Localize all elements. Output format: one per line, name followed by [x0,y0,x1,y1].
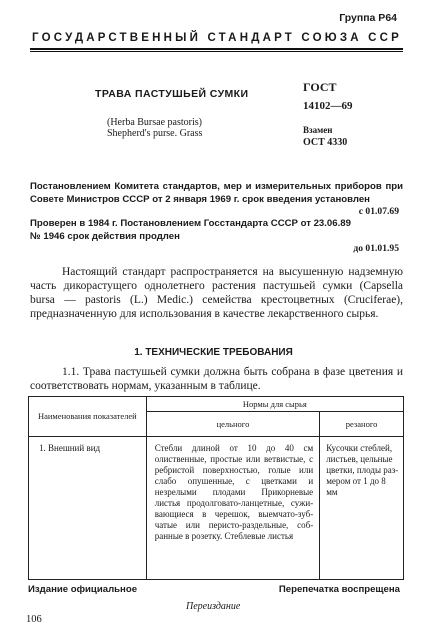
official-edition: Издание официальное [28,584,138,595]
row-indicator: 1. Внешний вид [29,437,147,580]
col-cut-header: резаного [320,412,404,437]
checked-line-1: Проверен в 1984 г. Постановлением Госстандарта СССР от 23.06.89 [30,218,351,229]
norms-table [28,396,404,580]
col-whole-header: цельного [146,412,319,437]
standard-line: ГОСУДАРСТВЕННЫЙ СТАНДАРТ СОЮЗА ССР [32,32,403,44]
reprint-label: Переиздание [186,601,241,612]
decree-text: Постановлением Комитета стандартов, мер и измерительных приборов при Совете Министров СССР от 2 января 1969 г. срок введения установлен [30,181,403,205]
gost-number: 14102—69 [303,100,353,112]
replace-label: Взамен [303,125,333,135]
latin-names [107,117,202,139]
reprint-ban: Перепечатка воспрещена [278,584,400,595]
checked-text [30,218,403,243]
group-code: Группа Р64 [339,12,397,24]
table-row [29,437,404,580]
page-number: 106 [26,614,42,625]
header-rule-thick [30,48,403,50]
row-whole: Стебли длиной от 10 до 40 см олиственные, простые или ветвистые, с ребристой поверхностью, голые или слабо опушенные, с цветками и незрелыми плодами Прикорневые листья продолговато-ланцетные, суживающиеся в черешок, выемчато-зубчатые или перисто-раздельные, собранные в розетку. Стеблевые листья [146,437,319,580]
table-header-row [29,397,404,412]
header-rule-thin [30,51,403,52]
replace-value: ОСТ 4330 [303,137,348,148]
col-norms-header: Нормы для сырья [146,397,403,412]
row-cut: Кусочки стеблей, листьев, цельные цветки, плоды размером от 1 до 8 мм [320,437,404,580]
footer-rule [28,579,404,580]
document-title: ТРАВА ПАСТУШЬЕЙ СУМКИ [95,88,249,100]
latin-name: (Herba Bursae pastoris) [107,117,202,128]
section-title: 1. ТЕХНИЧЕСКИЕ ТРЕБОВАНИЯ [134,347,293,358]
col-indicator-header: Наименования показателей [29,397,147,437]
clause-1-1: 1.1. Трава пастушьей сумки должна быть собрана в фазе цветения и соответствовать нормам, указанным в таблице. [30,366,403,392]
intro-paragraph: Настоящий стандарт распространяется на высушенную надземную часть дикорастущего однолетнего растения пастушьей сумки (Capsella bursa — pastoris (L.) Medic.) семейства крестоцветных (Cruciferae), предназначенную для использования в качестве лекарственного сырья. [30,266,403,320]
checked-line-2: № 1946 срок действия продлен [30,230,180,242]
effective-date: с 01.07.69 [358,206,399,217]
gost-label: ГОСТ [303,80,337,94]
extended-until-date: до 01.01.95 [353,243,399,254]
english-name: Shepherd's purse. Grass [107,128,203,139]
